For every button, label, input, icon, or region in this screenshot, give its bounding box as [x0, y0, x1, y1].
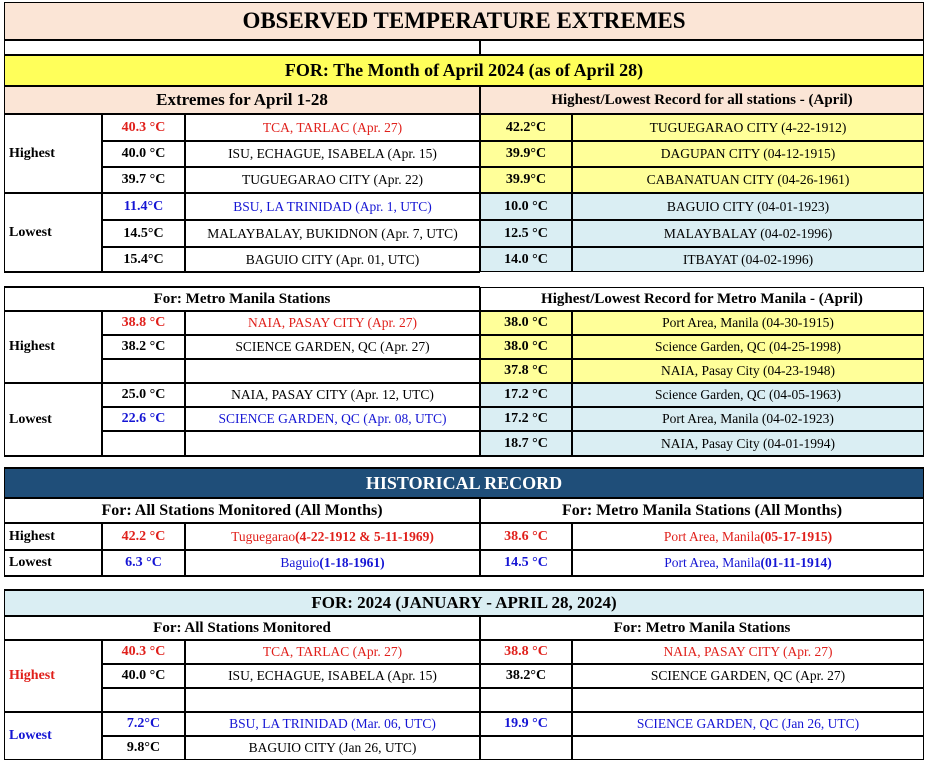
s1-temp-cell: 14.5°C [102, 220, 185, 247]
station-name: Port Area, Manila [663, 528, 761, 544]
y2024-temp-cell: 7.2°C [102, 712, 185, 736]
s1-temp-cell: 40.3 °C [102, 114, 185, 141]
s1-record-temp-cell: 39.9°C [480, 167, 572, 193]
section2-lowest-label: Lowest [4, 383, 102, 456]
s2-record-station-cell: NAIA, Pasay City (04-01-1994) [572, 431, 924, 456]
y2024-mm-temp-cell: 38.2°C [480, 664, 572, 688]
s2-temp-cell: 22.6 °C [102, 407, 185, 431]
historical-right-header: For: Metro Manila Stations (All Months) [480, 498, 924, 523]
year2024-highest-label: Highest [4, 640, 102, 712]
y2024-mm-station-cell [572, 736, 924, 760]
y2024-mm-temp-cell [480, 736, 572, 760]
station-name: Tuguegarao [231, 528, 296, 544]
historical-mm-highest-station [572, 523, 924, 550]
s2-record-station-cell: Port Area, Manila (04-02-1923) [572, 407, 924, 431]
y2024-temp-cell: 9.8°C [102, 736, 185, 760]
section1-highest-label: Highest [4, 114, 102, 193]
historical-highest-temp: 42.2 °C [102, 523, 185, 550]
s1-record-temp-cell: 14.0 °C [480, 247, 572, 272]
y2024-temp-cell: 40.3 °C [102, 640, 185, 664]
s1-temp-cell: 15.4°C [102, 247, 185, 272]
y2024-temp-cell: 40.0 °C [102, 664, 185, 688]
s1-record-station-cell: TUGUEGARAO CITY (4-22-1912) [572, 114, 924, 141]
y2024-mm-temp-cell: 19.9 °C [480, 712, 572, 736]
spacer-cell [4, 576, 924, 590]
year2024-header: FOR: 2024 (JANUARY - APRIL 28, 2024) [4, 590, 924, 616]
spacer-cell [4, 272, 480, 287]
y2024-mm-temp-cell [480, 688, 572, 712]
s2-station-cell [185, 431, 480, 456]
y2024-temp-cell [102, 688, 185, 712]
s1-temp-cell: 40.0 °C [102, 141, 185, 167]
historical-lowest-station [185, 550, 480, 576]
section2-left-header: For: Metro Manila Stations [4, 287, 480, 311]
s1-station-cell: TUGUEGARAO CITY (Apr. 22) [185, 167, 480, 193]
y2024-station-cell: ISU, ECHAGUE, ISABELA (Apr. 15) [185, 664, 480, 688]
y2024-mm-station-cell: NAIA, PASAY CITY (Apr. 27) [572, 640, 924, 664]
s1-record-temp-cell: 39.9°C [480, 141, 572, 167]
s2-station-cell: NAIA, PASAY CITY (Apr. 27) [185, 311, 480, 335]
s2-temp-cell [102, 359, 185, 383]
s1-station-cell: BAGUIO CITY (Apr. 01, UTC) [185, 247, 480, 272]
station-name: Port Area, Manila [664, 555, 761, 570]
historical-lowest-temp: 6.3 °C [102, 550, 185, 576]
spacer-cell [4, 40, 480, 55]
year2024-lowest-label: Lowest [4, 712, 102, 760]
s1-record-station-cell: MALAYBALAY (04-02-1996) [572, 220, 924, 247]
y2024-station-cell: BSU, LA TRINIDAD (Mar. 06, UTC) [185, 712, 480, 736]
record-dates: (4-22-1912 & 5-11-1969) [295, 528, 434, 544]
record-dates: (1-18-1961) [319, 555, 385, 570]
s2-station-cell: SCIENCE GARDEN, QC (Apr. 27) [185, 335, 480, 359]
s1-record-temp-cell: 10.0 °C [480, 193, 572, 220]
spacer-cell [4, 456, 924, 468]
s2-record-station-cell: Science Garden, QC (04-25-1998) [572, 335, 924, 359]
y2024-station-cell: BAGUIO CITY (Jan 26, UTC) [185, 736, 480, 760]
s1-temp-cell: 39.7 °C [102, 167, 185, 193]
historical-lowest-label: Lowest [4, 550, 102, 576]
s1-record-station-cell: BAGUIO CITY (04-01-1923) [572, 193, 924, 220]
historical-highest-label: Highest [4, 523, 102, 550]
page-title: OBSERVED TEMPERATURE EXTREMES [4, 2, 924, 40]
station-name: Baguio [280, 555, 320, 570]
s2-record-station-cell: NAIA, Pasay City (04-23-1948) [572, 359, 924, 383]
spacer-cell [480, 40, 924, 55]
s2-record-temp-cell: 38.0 °C [480, 311, 572, 335]
record-dates: (01-11-1914) [760, 555, 832, 570]
y2024-station-cell: TCA, TARLAC (Apr. 27) [185, 640, 480, 664]
s2-temp-cell [102, 431, 185, 456]
s2-station-cell: SCIENCE GARDEN, QC (Apr. 08, UTC) [185, 407, 480, 431]
y2024-mm-temp-cell: 38.8 °C [480, 640, 572, 664]
s1-record-temp-cell: 42.2°C [480, 114, 572, 141]
historical-highest-station [185, 523, 480, 550]
year2024-left-header: For: All Stations Monitored [4, 616, 480, 640]
y2024-mm-station-cell [572, 688, 924, 712]
s1-temp-cell: 11.4°C [102, 193, 185, 220]
month-header: FOR: The Month of April 2024 (as of April 28) [4, 55, 924, 86]
s2-temp-cell: 38.2 °C [102, 335, 185, 359]
historical-mm-lowest-temp: 14.5 °C [480, 550, 572, 576]
y2024-mm-station-cell: SCIENCE GARDEN, QC (Jan 26, UTC) [572, 712, 924, 736]
s1-record-station-cell: ITBAYAT (04-02-1996) [572, 247, 924, 272]
s1-record-temp-cell: 12.5 °C [480, 220, 572, 247]
s2-temp-cell: 38.8 °C [102, 311, 185, 335]
s1-station-cell: TCA, TARLAC (Apr. 27) [185, 114, 480, 141]
s2-record-station-cell: Science Garden, QC (04-05-1963) [572, 383, 924, 407]
s2-record-temp-cell: 17.2 °C [480, 383, 572, 407]
y2024-mm-station-cell: SCIENCE GARDEN, QC (Apr. 27) [572, 664, 924, 688]
section1-left-header: Extremes for April 1-28 [4, 86, 480, 114]
s2-record-temp-cell: 17.2 °C [480, 407, 572, 431]
historical-header: HISTORICAL RECORD [4, 468, 924, 498]
year2024-right-header: For: Metro Manila Stations [480, 616, 924, 640]
s2-record-temp-cell: 37.8 °C [480, 359, 572, 383]
s1-station-cell: MALAYBALAY, BUKIDNON (Apr. 7, UTC) [185, 220, 480, 247]
s1-station-cell: BSU, LA TRINIDAD (Apr. 1, UTC) [185, 193, 480, 220]
s2-station-cell [185, 359, 480, 383]
historical-left-header: For: All Stations Monitored (All Months) [4, 498, 480, 523]
section1-right-header: Highest/Lowest Record for all stations - (April) [480, 86, 924, 114]
s2-record-station-cell: Port Area, Manila (04-30-1915) [572, 311, 924, 335]
s2-station-cell: NAIA, PASAY CITY (Apr. 12, UTC) [185, 383, 480, 407]
y2024-station-cell [185, 688, 480, 712]
s2-record-temp-cell: 18.7 °C [480, 431, 572, 456]
section1-lowest-label: Lowest [4, 193, 102, 272]
historical-mm-lowest-station [572, 550, 924, 576]
record-dates: (05-17-1915) [760, 528, 833, 544]
s1-station-cell: ISU, ECHAGUE, ISABELA (Apr. 15) [185, 141, 480, 167]
historical-mm-highest-temp: 38.6 °C [480, 523, 572, 550]
s1-record-station-cell: CABANATUAN CITY (04-26-1961) [572, 167, 924, 193]
s2-record-temp-cell: 38.0 °C [480, 335, 572, 359]
s1-record-station-cell: DAGUPAN CITY (04-12-1915) [572, 141, 924, 167]
section2-highest-label: Highest [4, 311, 102, 383]
s2-temp-cell: 25.0 °C [102, 383, 185, 407]
section2-right-header: Highest/Lowest Record for Metro Manila - (April) [480, 287, 924, 311]
